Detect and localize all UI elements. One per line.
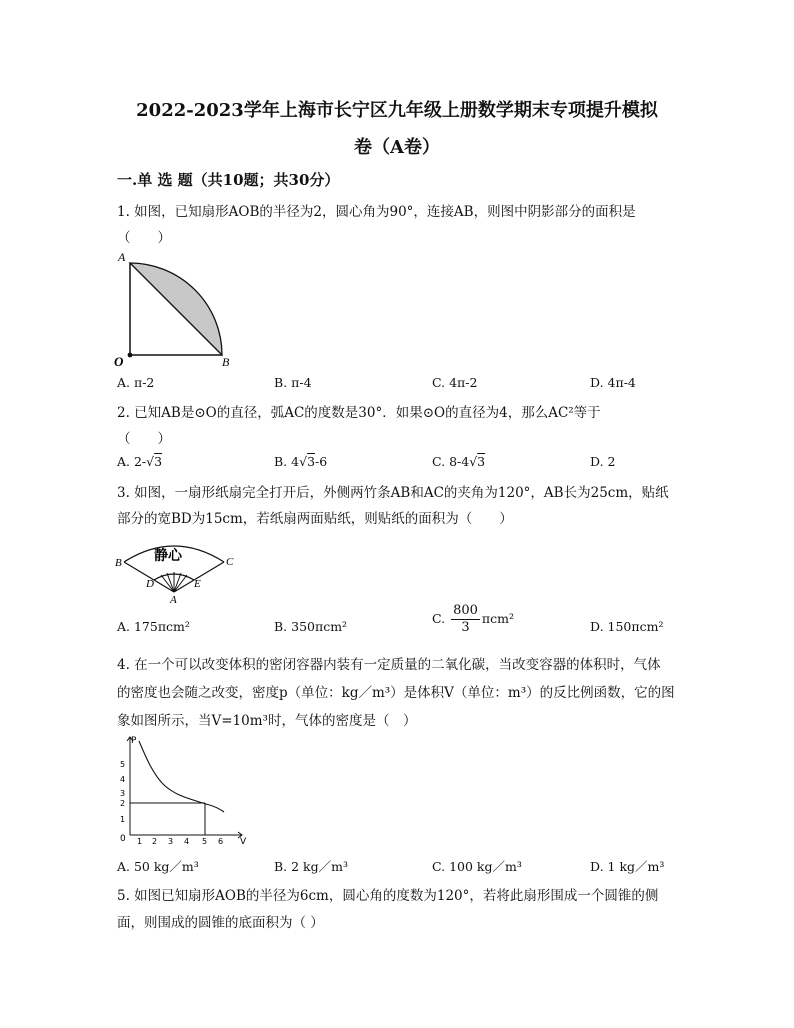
q5-stem-line2: 面，则围成的圆锥的底面积为（ ） bbox=[117, 915, 324, 931]
q4-y-tick: 2 bbox=[120, 799, 126, 808]
q4-density-graph bbox=[112, 733, 247, 848]
q3-stem-line2: 部分的宽BD为15cm，若纸扇两面贴纸，则贴纸的面积为（ ） bbox=[117, 511, 513, 527]
q3-fan-text: 静心 bbox=[154, 548, 182, 564]
q4-x-tick: 3 bbox=[168, 837, 174, 846]
q1-label-a: A bbox=[118, 250, 126, 264]
q4-x-tick: 6 bbox=[218, 837, 224, 846]
q3-fan-figure bbox=[112, 535, 242, 605]
q5-stem-line1: 5. 如图已知扇形AOB的半径为6cm，圆心角的度数为120°，若将此扇形围成一个圆锥的侧 bbox=[117, 888, 659, 904]
q4-curve bbox=[139, 741, 224, 812]
q3-stem-line1: 3. 如图，一扇形纸扇完全打开后，外侧两竹条AB和AC的夹角为120°，AB长为25cm，贴纸 bbox=[117, 485, 669, 501]
q4-y-tick: 3 bbox=[120, 789, 126, 798]
q4-y-tick: 4 bbox=[120, 775, 126, 784]
q4-x-tick: 2 bbox=[152, 837, 158, 846]
q3-label-b: B bbox=[115, 557, 122, 569]
sqrt-sign: √ bbox=[469, 454, 478, 469]
q3-fraction: $\frac{800}{3}$ bbox=[453, 603, 478, 635]
q4-x-tick: 4 bbox=[184, 837, 190, 846]
q4-stem-line1: 4. 在一个可以改变体积的密闭容器内装有一定质量的二氧化碳，当改变容器的体积时，气体 bbox=[117, 657, 661, 673]
q1-label-b: B bbox=[222, 355, 230, 369]
q4-y-tick: 1 bbox=[120, 815, 126, 824]
q3-label-c: C bbox=[226, 556, 234, 568]
q3-option-d[interactable]: D. 150πcm² bbox=[590, 619, 664, 634]
q3-rib bbox=[167, 573, 174, 592]
q1-center-point bbox=[128, 353, 133, 358]
q4-option-c[interactable]: C. 100 kg／m³ bbox=[432, 859, 522, 874]
q3-rib bbox=[174, 573, 181, 592]
q1-stem-line2: （ ） bbox=[117, 230, 171, 246]
q2-stem-line2: （ ） bbox=[117, 431, 171, 447]
q1-stem-line1: 1. 如图，已知扇形AOB的半径为2，圆心角为90°，连接AB，则图中阴影部分的面积是 bbox=[117, 204, 636, 220]
q1-label-o: O bbox=[114, 354, 124, 369]
q3-label-d: D bbox=[146, 578, 154, 590]
q3-label-e: E bbox=[194, 578, 201, 590]
q1-shaded-segment bbox=[130, 263, 222, 355]
q4-x-tick: 1 bbox=[137, 837, 143, 846]
q4-x-tick: 5 bbox=[202, 837, 208, 846]
q2-stem-line1: 2. 已知AB是⊙O的直径，弧AC的度数是30°．如果⊙O的直径为4，那么AC²等于 bbox=[117, 405, 601, 421]
q4-y-tick: 5 bbox=[120, 760, 126, 769]
exam-title-line1: 2022-2023学年上海市长宁区九年级上册数学期末专项提升模拟 bbox=[136, 100, 658, 121]
q4-stem-line2: 的密度也会随之改变，密度p（单位：kg／m³）是体积V（单位：m³）的反比例函数，它的图 bbox=[117, 685, 675, 701]
q4-stem-line3: 象如图所示，当V=10m³时，气体的密度是（ ） bbox=[117, 713, 417, 729]
q2-option-d[interactable]: D. 2 bbox=[590, 454, 616, 469]
q1-option-a[interactable]: A. π-2 bbox=[117, 375, 155, 390]
q4-option-a[interactable]: A. 50 kg／m³ bbox=[117, 859, 199, 874]
q4-y-label: P bbox=[131, 736, 137, 746]
section-heading: 一.单 选 题（共10题；共30分） bbox=[117, 171, 340, 189]
q3-label-a: A bbox=[170, 594, 177, 605]
q1-option-c[interactable]: C. 4π-2 bbox=[432, 375, 478, 390]
q2-option-b[interactable]: B. 4√3-6 bbox=[274, 454, 328, 469]
q2-option-c[interactable]: C. 8-4√3 bbox=[432, 454, 486, 469]
q3-option-c[interactable]: C. $\frac{800}{3}$ πcm² bbox=[432, 603, 514, 635]
q4-origin-label: 0 bbox=[120, 834, 126, 844]
q2-option-a[interactable]: A. 2-√3 bbox=[117, 454, 163, 469]
q4-x-label: V bbox=[240, 837, 247, 847]
exam-title-line2: 卷（A卷） bbox=[354, 137, 440, 158]
q3-rib bbox=[161, 575, 174, 592]
sqrt-sign: √ bbox=[299, 454, 308, 469]
q3-rib bbox=[174, 575, 187, 592]
q3-option-b[interactable]: B. 350πcm² bbox=[274, 619, 348, 634]
sqrt-sign: √ bbox=[146, 454, 155, 469]
q1-option-d[interactable]: D. 4π-4 bbox=[590, 375, 636, 390]
q1-sector-figure bbox=[112, 248, 237, 370]
q4-option-b[interactable]: B. 2 kg／m³ bbox=[274, 859, 348, 874]
q4-option-d[interactable]: D. 1 kg／m³ bbox=[590, 859, 665, 874]
q3-option-a[interactable]: A. 175πcm² bbox=[117, 619, 190, 634]
q1-option-b[interactable]: B. π-4 bbox=[274, 375, 312, 390]
